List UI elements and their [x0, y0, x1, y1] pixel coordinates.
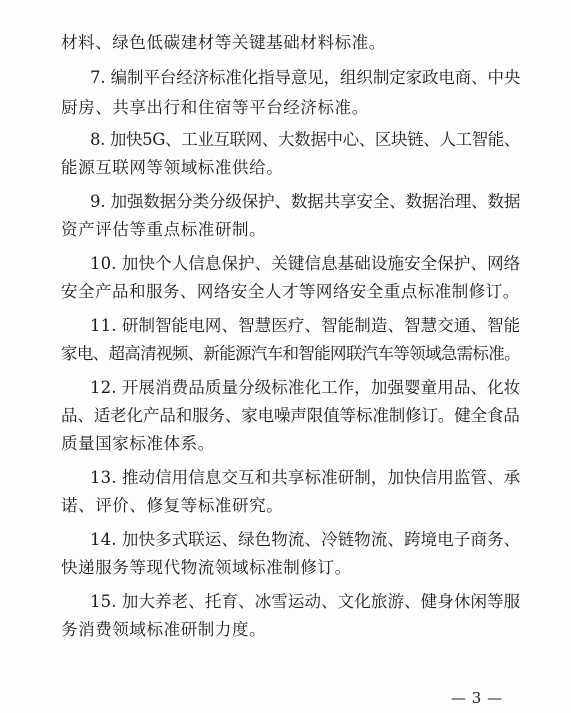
text-line: 材料、绿色低碳建材等关键基础材料标准。: [61, 33, 386, 52]
list-item-14: 14. 加快多式联运、绿色物流、冷链物流、跨境电子商务、: [90, 530, 521, 549]
list-item-7: 7. 编制平台经济标准化指导意见，组织制定家政电商、中央: [90, 68, 521, 87]
text-line: 能源互联网等领域标准供给。: [61, 158, 284, 177]
list-item-13: 13. 推动信用信息交互和共享标准研制，加快信用监管、承: [90, 468, 521, 487]
text-line: 资产评估等重点标准研制。: [61, 220, 267, 239]
list-item-11: 11. 研制智能电网、智慧医疗、智能制造、智慧交通、智能: [90, 316, 521, 335]
text-line: 安全产品和服务、网络安全人才等网络安全重点标准制修订。: [61, 282, 520, 301]
text-line: 快递服务等现代物流领域标准制修订。: [61, 558, 352, 577]
list-item-15: 15. 加大养老、托育、冰雪运动、文化旅游、健身休闲等服: [90, 592, 521, 611]
text-line: 品、适老化产品和服务、家电噪声限值等标准制修订。健全食品: [61, 406, 520, 425]
list-item-10: 10. 加快个人信息保护、关键信息基础设施安全保护、网络: [90, 254, 521, 273]
text-line: 家电、超高清视频、新能源汽车和智能网联汽车等领域急需标准。: [61, 344, 520, 363]
page-number: — 3 —: [451, 689, 503, 707]
text-line: 务消费领域标准研制力度。: [61, 620, 267, 639]
text-line: 厨房、共享出行和住宿等平台经济标准。: [61, 98, 369, 117]
list-item-8: 8. 加快5G、工业互联网、大数据中心、区块链、人工智能、: [90, 130, 521, 149]
list-item-12: 12. 开展消费品质量分级标准化工作，加强婴童用品、化妆: [90, 378, 521, 397]
list-item-9: 9. 加强数据分类分级保护、数据共享安全、数据治理、数据: [90, 192, 521, 211]
text-line: 质量国家标准体系。: [61, 434, 215, 453]
text-line: 诺、评价、修复等标准研究。: [61, 496, 284, 515]
